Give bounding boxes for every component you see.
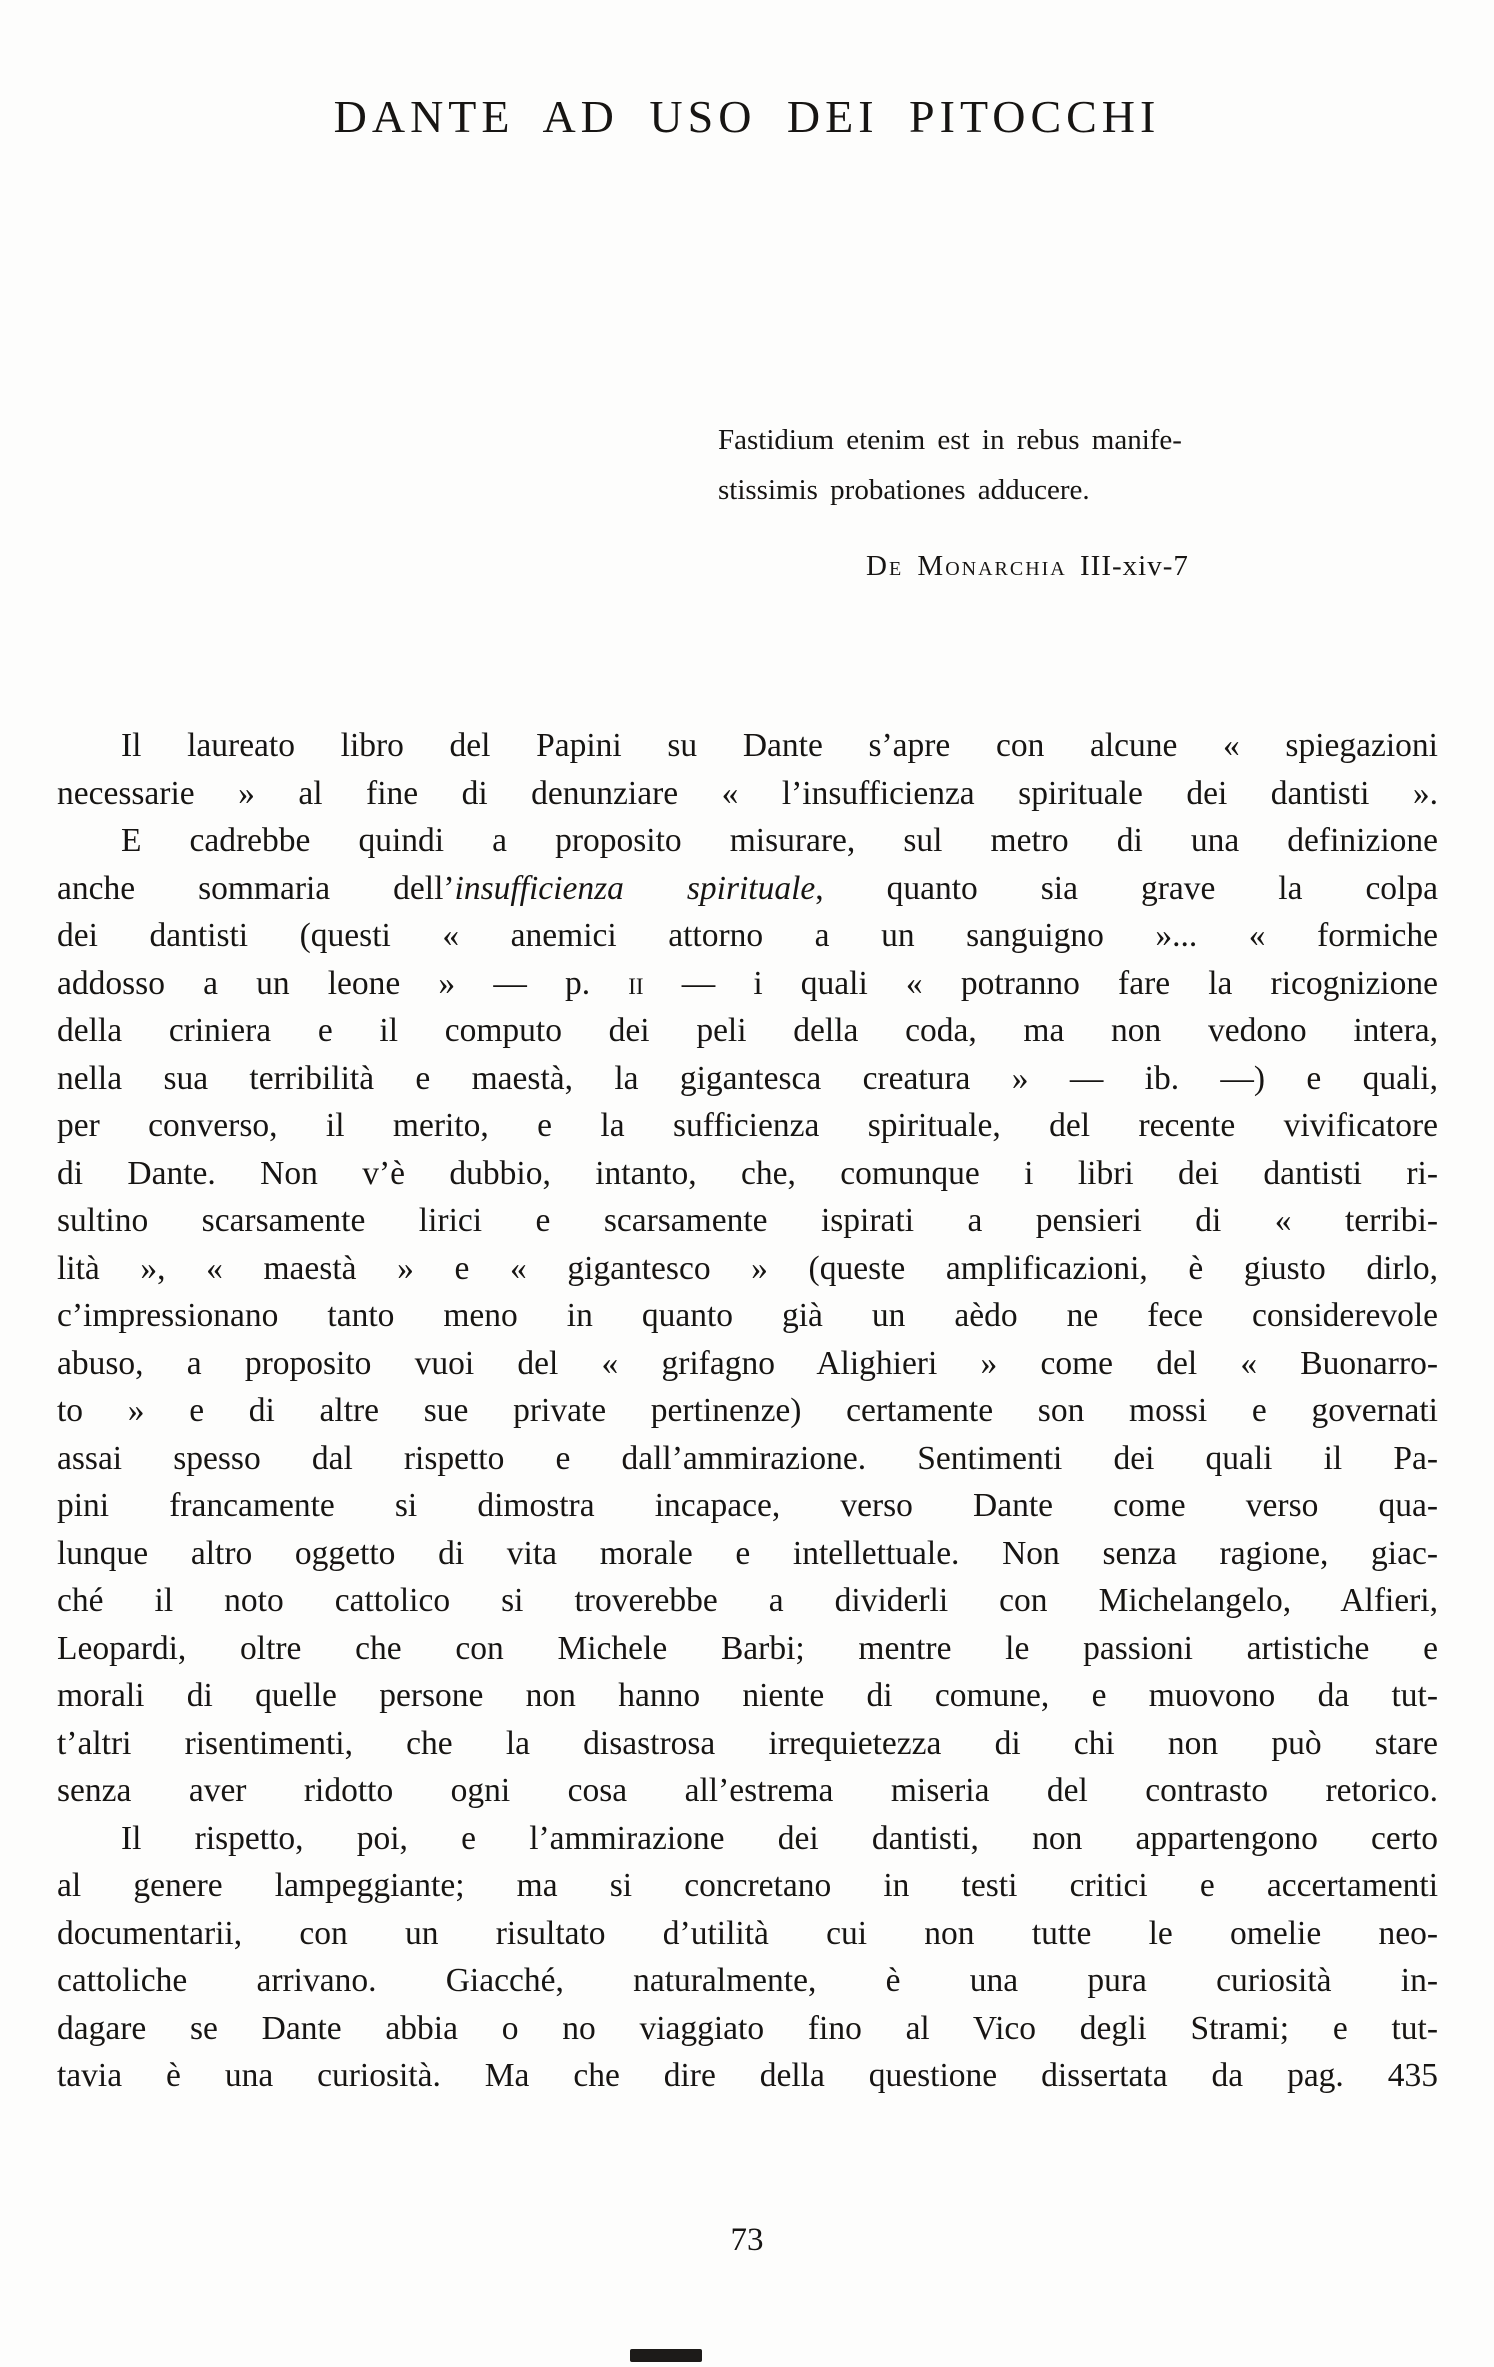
- text: necessarie » al fine di denunziare « l’insufficienza spirituale dei dantisti ».: [57, 774, 1438, 812]
- body-line: [57, 1910, 1438, 1958]
- body-line: [57, 1767, 1438, 1815]
- attribution-locus: III-xiv-7: [1080, 550, 1189, 582]
- body-line: [57, 912, 1438, 960]
- text: c’impressionano tanto meno in quanto già un aèdo ne fece considerevole: [57, 1297, 1438, 1334]
- body-line: [57, 1862, 1438, 1910]
- text: E cadrebbe quindi a proposito misurare, sul metro di una definizione: [121, 822, 1438, 859]
- body-line: [57, 1150, 1438, 1198]
- body-line: [57, 2005, 1438, 2053]
- body-line: [57, 1530, 1438, 1578]
- body-line: [57, 1055, 1438, 1103]
- text: ché il noto cattolico si troverebbe a dividerli con Michelangelo, Alfieri,: [57, 1582, 1438, 1619]
- text: senza aver ridotto ogni cosa all’estrema miseria del contrasto retorico.: [57, 1772, 1438, 1809]
- text: di Dante. Non v’è dubbio, intanto, che, comunque i libri dei dantisti ri-: [57, 1154, 1438, 1192]
- body-line: [57, 1102, 1438, 1150]
- text: Leopardi, oltre che con Michele Barbi; mentre le passioni artistiche e: [57, 1629, 1438, 1667]
- epigraph-line: Fastidium etenim est in rebus manife-: [718, 424, 1182, 456]
- text: lità », « maestà » e « gigantesco » (queste amplificazioni, è giusto dirlo,: [57, 1249, 1438, 1287]
- body-line: [57, 1815, 1438, 1863]
- paragraph: [57, 722, 1438, 817]
- body-line: [57, 2052, 1438, 2100]
- text: to » e di altre sue private pertinenze) certamente son mossi e governati: [57, 1392, 1438, 1429]
- page-title: DANTE AD USO DEI PITOCCHI: [333, 91, 1161, 142]
- epigraph-line: stissimis probationes adducere.: [718, 474, 1090, 506]
- body-line: [57, 865, 1438, 913]
- body-line: [57, 1245, 1438, 1293]
- body-line: [57, 1340, 1438, 1388]
- text: t’altri risentimenti, che la disastrosa irrequietezza di chi non può stare: [57, 1724, 1438, 1762]
- body-line: [57, 960, 1438, 1008]
- text: abuso, a proposito vuoi del « grifagno Alighieri » come del « Buonarro-: [57, 1344, 1438, 1382]
- smallcaps-text: ii: [628, 964, 644, 1002]
- italic-text: insufficienza spirituale: [454, 869, 816, 907]
- text: tavia è una curiosità. Ma che dire della questione dissertata da pag. 435: [57, 2057, 1438, 2094]
- text: dagare se Dante abbia o no viaggiato fino al Vico degli Strami; e tut-: [57, 2009, 1438, 2047]
- body-line: [57, 770, 1438, 818]
- paragraph: [57, 817, 1438, 1815]
- text: lunque altro oggetto di vita morale e intellettuale. Non senza ragione, giac-: [57, 1534, 1438, 1572]
- body-line: [57, 817, 1438, 865]
- text: , quanto sia grave la colpa: [815, 869, 1438, 907]
- text: sultino scarsamente lirici e scarsamente ispirati a pensieri di « terribi-: [57, 1202, 1438, 1239]
- body-line: [57, 1672, 1438, 1720]
- epigraph: [718, 415, 1193, 591]
- text: anche sommaria dell’: [57, 869, 455, 907]
- body-line: [57, 1292, 1438, 1340]
- paragraph: [57, 1815, 1438, 2100]
- text: assai spesso dal rispetto e dall’ammirazione. Sentimenti dei quali il Pa-: [57, 1439, 1438, 1477]
- body-line: [57, 1007, 1438, 1055]
- text: dei dantisti (questi « anemici attorno a un sanguigno »... « formiche: [57, 917, 1438, 954]
- text: addosso a un leone » — p.: [57, 964, 629, 1002]
- body-line: [57, 1625, 1438, 1673]
- scan-artifact: [630, 2349, 702, 2362]
- text: pini francamente si dimostra incapace, verso Dante come verso qua-: [57, 1487, 1438, 1524]
- text: Il laureato libro del Papini su Dante s’apre con alcune « spiegazioni: [121, 727, 1438, 764]
- text: Il rispetto, poi, e l’ammirazione dei dantisti, non appartengono certo: [121, 1819, 1438, 1857]
- text: — i quali « potranno fare la ricognizione: [643, 964, 1438, 1002]
- page-number: 73: [730, 2222, 764, 2258]
- text: al genere lampeggiante; ma si concretano in testi critici e accertamenti: [57, 1867, 1438, 1904]
- text: documentarii, con un risultato d’utilità cui non tutte le omelie neo-: [57, 1914, 1438, 1952]
- body-line: [57, 1720, 1438, 1768]
- body-text: [57, 722, 1438, 2100]
- text: cattoliche arrivano. Giacché, naturalmente, è una pura curiosità in-: [57, 1962, 1438, 1999]
- text: della criniera e il computo dei peli della coda, ma non vedono intera,: [57, 1012, 1438, 1049]
- body-line: [57, 1957, 1438, 2005]
- body-line: [57, 722, 1438, 770]
- epigraph-attribution: [718, 541, 1193, 591]
- body-line: [57, 1387, 1438, 1435]
- text: per converso, il merito, e la sufficienza spirituale, del recente vivificatore: [57, 1107, 1438, 1144]
- body-line: [57, 1435, 1438, 1483]
- body-line: [57, 1577, 1438, 1625]
- body-line: [57, 1482, 1438, 1530]
- attribution-work: De Monarchia: [866, 550, 1067, 582]
- text: morali di quelle persone non hanno niente di comune, e muovono da tut-: [57, 1677, 1438, 1714]
- body-line: [57, 1197, 1438, 1245]
- text: nella sua terribilità e maestà, la gigantesca creatura » — ib. —) e quali,: [57, 1059, 1438, 1097]
